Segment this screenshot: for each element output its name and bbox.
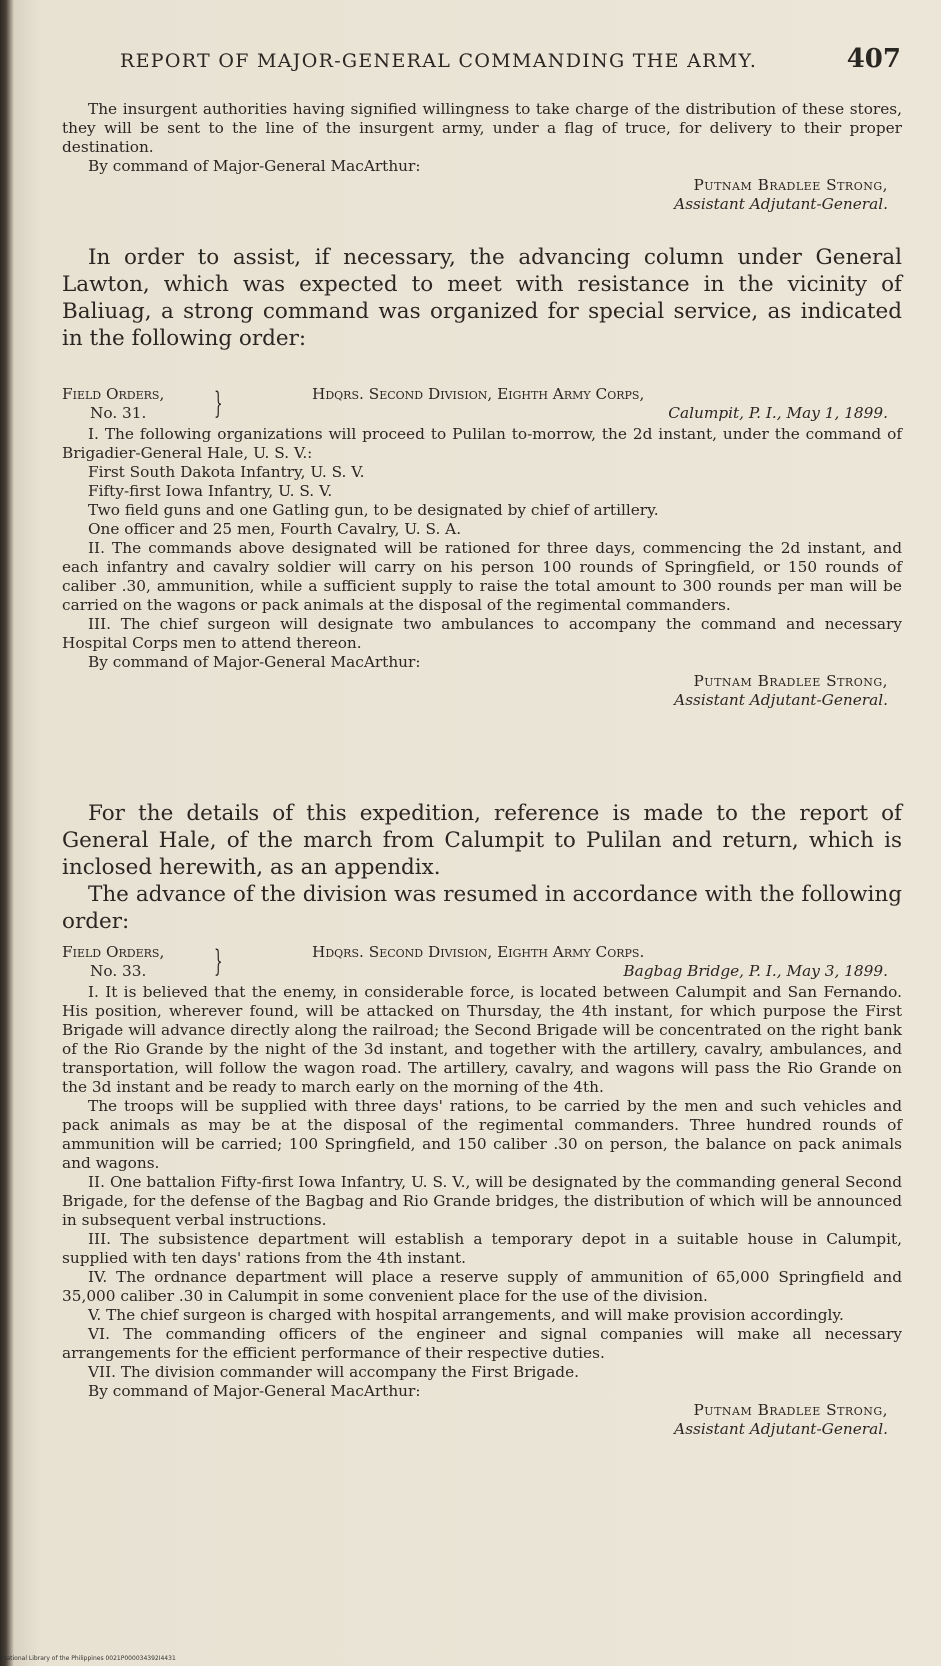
place-date-line: Bagbag Bridge, P. I., May 3, 1899.	[623, 962, 888, 980]
by-command-line: By command of Major-General MacArthur:	[88, 157, 421, 175]
signature-name-text: Putnam Bradlee Strong,	[693, 672, 888, 690]
scan-footer: National Library of the Philippines 0021P000034392I4431	[2, 1655, 176, 1662]
running-header	[120, 44, 901, 78]
field-orders-33	[62, 943, 902, 1439]
field-orders-heading	[62, 943, 902, 983]
field-orders-label: Field Orders,	[62, 943, 165, 961]
paragraph-lawton: In order to assist, if necessary, the advancing column under General Lawton, which was expected to meet with resistance in the vicinity of Baliuag, a strong command was organized for special service, as indicated in the following order:	[62, 245, 902, 351]
order-line: First South Dakota Infantry, U. S. V.	[88, 463, 365, 481]
page-number: 407	[846, 44, 901, 74]
headquarters-line: Hdqrs. Second Division, Eighth Army Corps.	[312, 943, 645, 961]
order-line: The troops will be supplied with three days' rations, to be carried by the men and such vehicles and pack animals as may be at the disposal of the regimental commanders. Three hundred rounds of ammunition will be carried; 100 Springfield, and 150 caliber .30 on person, the balance on pack animals and wagons.	[62, 1097, 902, 1172]
signature-rank-text: Assistant Adjutant-General.	[674, 1420, 888, 1438]
field-orders-31	[62, 385, 902, 710]
signature-name	[62, 1401, 902, 1420]
running-title: REPORT OF MAJOR-GENERAL COMMANDING THE ARMY.	[120, 50, 758, 72]
order-line: VII. The division commander will accompany the First Brigade.	[88, 1363, 580, 1381]
order-line: I. The following organizations will proceed to Pulilan to-morrow, the 2d instant, under the command of Brigadier-General Hale, U. S. V.:	[62, 425, 902, 462]
order-line: III. The chief surgeon will designate two ambulances to accompany the command and necessary Hospital Corps men to attend thereon.	[62, 615, 902, 652]
section-stores	[62, 100, 902, 214]
signature-name-text: Putnam Bradlee Strong,	[693, 1401, 888, 1419]
brace: }	[214, 386, 223, 421]
order-line: Two field guns and one Gatling gun, to be designated by chief of artillery.	[88, 501, 659, 519]
brace: }	[214, 944, 223, 979]
order-line: II. The commands above designated will be rationed for three days, commencing the 2d instant, and each infantry and cavalry soldier will carry on his person 100 rounds of Springfield, or 150 rounds of caliber .30, ammunition, while a sufficient supply to raise the total amount to 300 rounds per man will be carried on the wagons or pack animals at the disposal of the regimental commanders.	[62, 539, 902, 614]
field-orders-label: Field Orders,	[62, 385, 165, 403]
section-lawton	[62, 244, 902, 352]
signature-rank	[62, 691, 902, 710]
by-command-line: By command of Major-General MacArthur:	[88, 1382, 421, 1400]
signature-rank-text: Assistant Adjutant-General.	[674, 195, 888, 213]
headquarters-line: Hdqrs. Second Division, Eighth Army Corps,	[312, 385, 645, 403]
signature-rank	[62, 195, 902, 214]
paragraph-advance: The advance of the division was resumed in accordance with the following order:	[62, 882, 902, 934]
signature-rank	[62, 1420, 902, 1439]
order-line: II. One battalion Fifty-first Iowa Infantry, U. S. V., will be designated by the commanding general Second Brigade, for the defense of the Bagbag and Rio Grande bridges, the distribution of which will be announced in subsequent verbal instructions.	[62, 1173, 902, 1229]
signature-name	[62, 672, 902, 691]
field-orders-heading	[62, 385, 902, 425]
order-line: One officer and 25 men, Fourth Cavalry, U. S. A.	[88, 520, 462, 538]
signature-name-text: Putnam Bradlee Strong,	[693, 176, 888, 194]
order-line: IV. The ordnance department will place a reserve supply of ammunition of 65,000 Springfield and 35,000 caliber .30 in Calumpit in some convenient place for the use of the division.	[62, 1268, 902, 1305]
place-date-line: Calumpit, P. I., May 1, 1899.	[668, 404, 888, 422]
field-orders-number: No. 31.	[90, 404, 147, 422]
order-line: VI. The commanding officers of the engineer and signal companies will make all necessary arrangements for the efficient performance of their respective duties.	[62, 1325, 902, 1362]
order-line: I. It is believed that the enemy, in considerable force, is located between Calumpit and San Fernando. His position, wherever found, will be attacked on Thursday, the 4th instant, for which purpose the First Brigade will advance directly along the railroad; the Second Brigade will be concentrated on the right bank of the Rio Grande by the night of the 3d instant, and together with the artillery, cavalry, ambulances, and transportation, will follow the wagon road. The artillery, cavalry, and wagons will pass the Rio Grande on the 3d instant and be ready to march early on the morning of the 4th.	[62, 983, 902, 1096]
order-line: V. The chief surgeon is charged with hospital arrangements, and will make provision accordingly.	[88, 1306, 844, 1324]
section-details	[62, 800, 902, 935]
signature-rank-text: Assistant Adjutant-General.	[674, 691, 888, 709]
order-line: Fifty-first Iowa Infantry, U. S. V.	[88, 482, 333, 500]
paragraph-stores: The insurgent authorities having signified willingness to take charge of the distribution of these stores, they will be sent to the line of the insurgent army, under a flag of truce, for delivery to their proper destination.	[62, 100, 902, 156]
paragraph-details: For the details of this expedition, reference is made to the report of General Hale, of the march from Calumpit to Pulilan and return, which is inclosed herewith, as an appendix.	[62, 801, 902, 880]
field-orders-number: No. 33.	[90, 962, 147, 980]
order-line: III. The subsistence department will establish a temporary depot in a suitable house in Calumpit, supplied with ten days' rations from the 4th instant.	[62, 1230, 902, 1267]
signature-name	[62, 176, 902, 195]
by-command-line: By command of Major-General MacArthur:	[88, 653, 421, 671]
